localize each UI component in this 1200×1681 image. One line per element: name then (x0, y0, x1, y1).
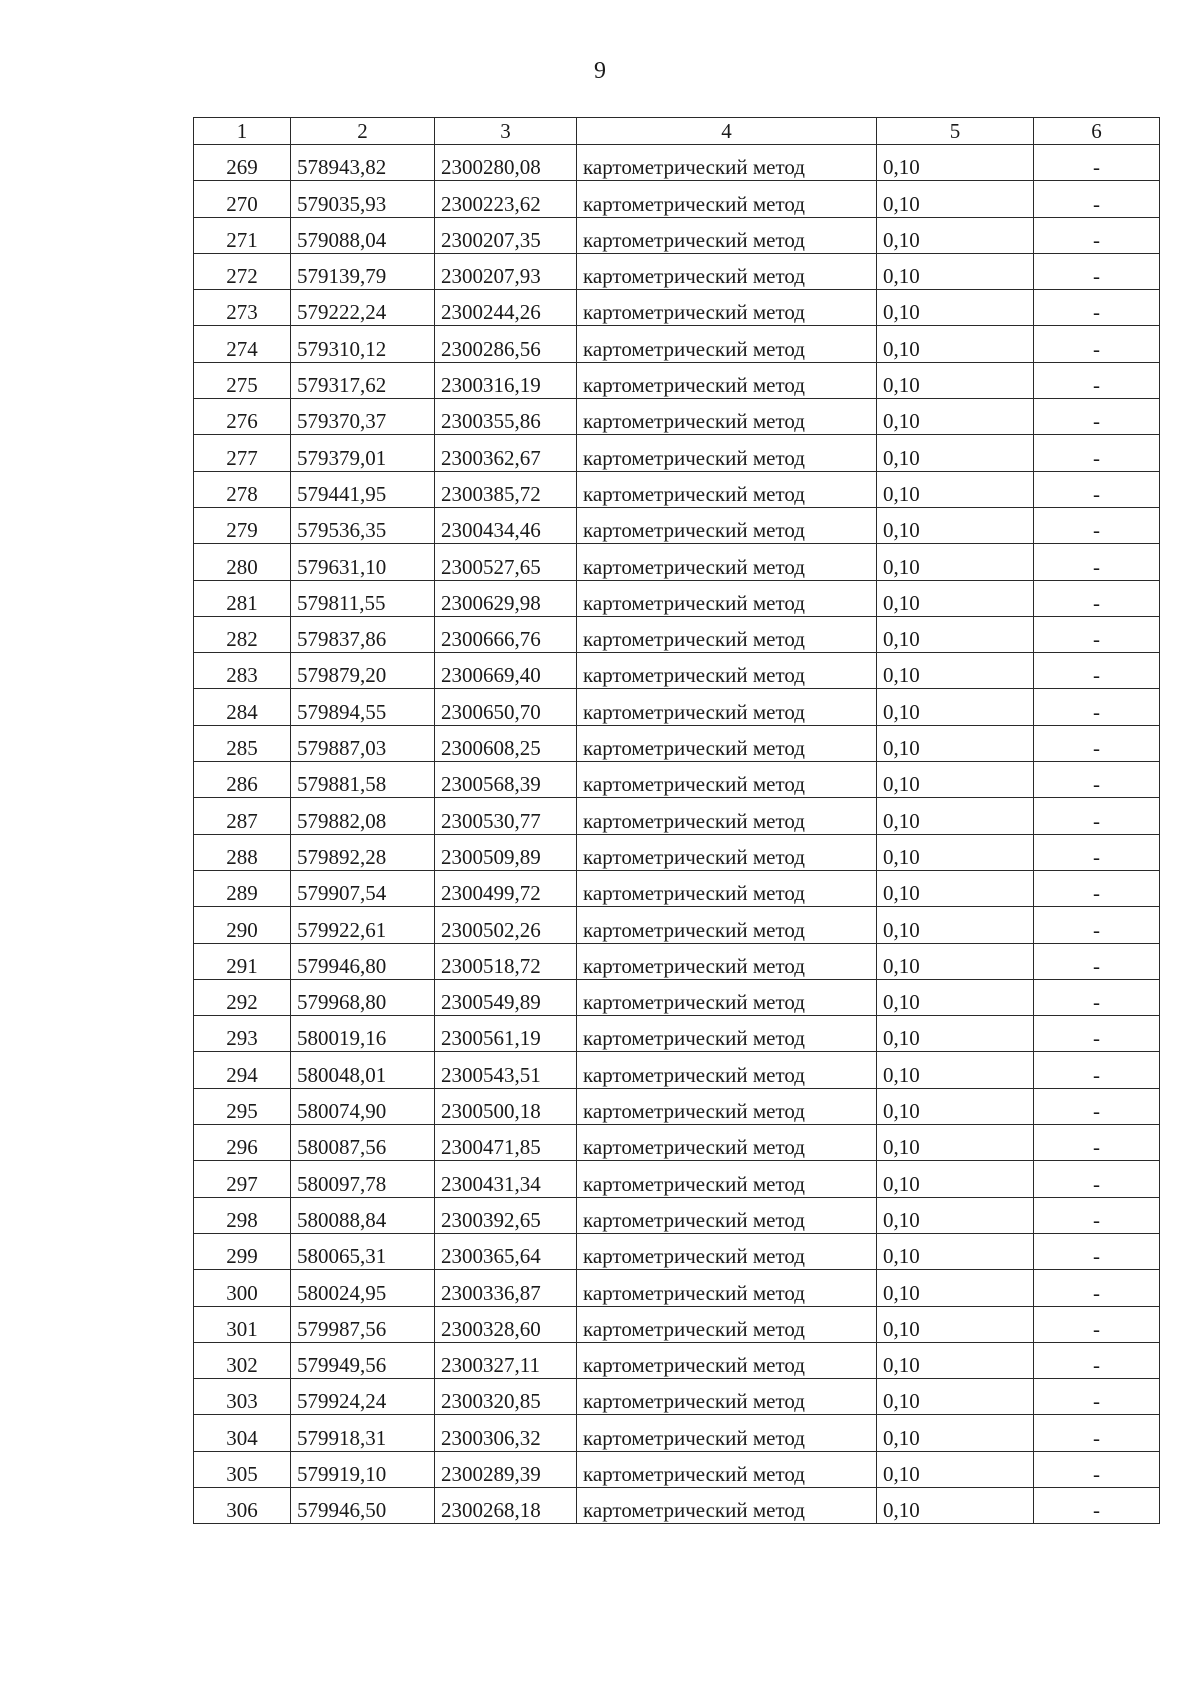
method-cell: картометрический метод (577, 616, 877, 652)
note-cell: - (1034, 1161, 1160, 1197)
x-coordinate-cell: 579088,04 (291, 217, 435, 253)
note-cell: - (1034, 1125, 1160, 1161)
x-coordinate-cell: 580087,56 (291, 1125, 435, 1161)
accuracy-cell: 0,10 (877, 616, 1034, 652)
point-number-cell: 280 (194, 544, 291, 580)
accuracy-cell: 0,10 (877, 907, 1034, 943)
point-number-cell: 299 (194, 1233, 291, 1269)
point-number-cell: 293 (194, 1016, 291, 1052)
table-row (194, 1052, 1160, 1088)
note-cell: - (1034, 181, 1160, 217)
point-number-cell: 292 (194, 979, 291, 1015)
table-row (194, 1197, 1160, 1233)
y-coordinate-cell: 2300207,93 (435, 253, 577, 289)
table-row (194, 1233, 1160, 1269)
point-number-cell: 275 (194, 362, 291, 398)
header-col-2: 2 (291, 118, 435, 145)
method-cell: картометрический метод (577, 326, 877, 362)
accuracy-cell: 0,10 (877, 798, 1034, 834)
table-row (194, 798, 1160, 834)
note-cell: - (1034, 1016, 1160, 1052)
point-number-cell: 306 (194, 1487, 291, 1523)
point-number-cell: 298 (194, 1197, 291, 1233)
table-row (194, 217, 1160, 253)
table-row (194, 1125, 1160, 1161)
y-coordinate-cell: 2300509,89 (435, 834, 577, 870)
accuracy-cell: 0,10 (877, 653, 1034, 689)
accuracy-cell: 0,10 (877, 1306, 1034, 1342)
table-row (194, 1342, 1160, 1378)
table-row (194, 1415, 1160, 1451)
note-cell: - (1034, 870, 1160, 906)
note-cell: - (1034, 689, 1160, 725)
x-coordinate-cell: 580065,31 (291, 1233, 435, 1269)
note-cell: - (1034, 653, 1160, 689)
x-coordinate-cell: 579310,12 (291, 326, 435, 362)
x-coordinate-cell: 579946,50 (291, 1487, 435, 1523)
x-coordinate-cell: 579949,56 (291, 1342, 435, 1378)
y-coordinate-cell: 2300362,67 (435, 435, 577, 471)
table-row (194, 689, 1160, 725)
y-coordinate-cell: 2300355,86 (435, 399, 577, 435)
note-cell: - (1034, 834, 1160, 870)
header-col-6: 6 (1034, 118, 1160, 145)
y-coordinate-cell: 2300280,08 (435, 145, 577, 181)
method-cell: картометрический метод (577, 1451, 877, 1487)
table-row (194, 943, 1160, 979)
x-coordinate-cell: 579631,10 (291, 544, 435, 580)
point-number-cell: 296 (194, 1125, 291, 1161)
x-coordinate-cell: 579222,24 (291, 290, 435, 326)
accuracy-cell: 0,10 (877, 1052, 1034, 1088)
accuracy-cell: 0,10 (877, 762, 1034, 798)
x-coordinate-cell: 579922,61 (291, 907, 435, 943)
y-coordinate-cell: 2300223,62 (435, 181, 577, 217)
y-coordinate-cell: 2300669,40 (435, 653, 577, 689)
table-body (194, 145, 1160, 1524)
accuracy-cell: 0,10 (877, 217, 1034, 253)
header-col-5: 5 (877, 118, 1034, 145)
accuracy-cell: 0,10 (877, 1161, 1034, 1197)
y-coordinate-cell: 2300502,26 (435, 907, 577, 943)
method-cell: картометрический метод (577, 435, 877, 471)
x-coordinate-cell: 580074,90 (291, 1088, 435, 1124)
header-row (194, 118, 1160, 145)
y-coordinate-cell: 2300666,76 (435, 616, 577, 652)
method-cell: картометрический метод (577, 907, 877, 943)
x-coordinate-cell: 579987,56 (291, 1306, 435, 1342)
point-number-cell: 287 (194, 798, 291, 834)
method-cell: картометрический метод (577, 1161, 877, 1197)
point-number-cell: 277 (194, 435, 291, 471)
x-coordinate-cell: 579837,86 (291, 616, 435, 652)
y-coordinate-cell: 2300629,98 (435, 580, 577, 616)
table-row (194, 362, 1160, 398)
accuracy-cell: 0,10 (877, 689, 1034, 725)
table-row (194, 834, 1160, 870)
y-coordinate-cell: 2300530,77 (435, 798, 577, 834)
note-cell: - (1034, 435, 1160, 471)
accuracy-cell: 0,10 (877, 544, 1034, 580)
note-cell: - (1034, 1379, 1160, 1415)
y-coordinate-cell: 2300365,64 (435, 1233, 577, 1269)
method-cell: картометрический метод (577, 1342, 877, 1378)
method-cell: картометрический метод (577, 544, 877, 580)
table-row (194, 326, 1160, 362)
table-row (194, 870, 1160, 906)
accuracy-cell: 0,10 (877, 1415, 1034, 1451)
y-coordinate-cell: 2300499,72 (435, 870, 577, 906)
point-number-cell: 282 (194, 616, 291, 652)
table-row (194, 616, 1160, 652)
y-coordinate-cell: 2300549,89 (435, 979, 577, 1015)
accuracy-cell: 0,10 (877, 1016, 1034, 1052)
accuracy-cell: 0,10 (877, 1379, 1034, 1415)
x-coordinate-cell: 578943,82 (291, 145, 435, 181)
note-cell: - (1034, 1306, 1160, 1342)
y-coordinate-cell: 2300286,56 (435, 326, 577, 362)
header-col-1: 1 (194, 118, 291, 145)
point-number-cell: 288 (194, 834, 291, 870)
page-number: 9 (594, 58, 606, 84)
point-number-cell: 300 (194, 1270, 291, 1306)
table-row (194, 507, 1160, 543)
x-coordinate-cell: 579370,37 (291, 399, 435, 435)
note-cell: - (1034, 1270, 1160, 1306)
method-cell: картометрический метод (577, 653, 877, 689)
accuracy-cell: 0,10 (877, 507, 1034, 543)
accuracy-cell: 0,10 (877, 362, 1034, 398)
accuracy-cell: 0,10 (877, 725, 1034, 761)
coordinates-table (193, 117, 1160, 1524)
table-row (194, 471, 1160, 507)
header-col-3: 3 (435, 118, 577, 145)
header-col-4: 4 (577, 118, 877, 145)
y-coordinate-cell: 2300650,70 (435, 689, 577, 725)
note-cell: - (1034, 217, 1160, 253)
point-number-cell: 291 (194, 943, 291, 979)
method-cell: картометрический метод (577, 979, 877, 1015)
table-row (194, 1016, 1160, 1052)
table-row (194, 253, 1160, 289)
table-row (194, 145, 1160, 181)
x-coordinate-cell: 579441,95 (291, 471, 435, 507)
x-coordinate-cell: 579924,24 (291, 1379, 435, 1415)
note-cell: - (1034, 253, 1160, 289)
point-number-cell: 283 (194, 653, 291, 689)
method-cell: картометрический метод (577, 290, 877, 326)
note-cell: - (1034, 145, 1160, 181)
note-cell: - (1034, 943, 1160, 979)
method-cell: картометрический метод (577, 362, 877, 398)
x-coordinate-cell: 579536,35 (291, 507, 435, 543)
note-cell: - (1034, 1197, 1160, 1233)
x-coordinate-cell: 579894,55 (291, 689, 435, 725)
table-header (194, 118, 1160, 145)
table-row (194, 1487, 1160, 1523)
note-cell: - (1034, 544, 1160, 580)
note-cell: - (1034, 979, 1160, 1015)
method-cell: картометрический метод (577, 689, 877, 725)
y-coordinate-cell: 2300244,26 (435, 290, 577, 326)
note-cell: - (1034, 1451, 1160, 1487)
point-number-cell: 276 (194, 399, 291, 435)
note-cell: - (1034, 507, 1160, 543)
accuracy-cell: 0,10 (877, 145, 1034, 181)
note-cell: - (1034, 907, 1160, 943)
x-coordinate-cell: 580024,95 (291, 1270, 435, 1306)
point-number-cell: 270 (194, 181, 291, 217)
method-cell: картометрический метод (577, 943, 877, 979)
table-row (194, 653, 1160, 689)
point-number-cell: 301 (194, 1306, 291, 1342)
method-cell: картометрический метод (577, 181, 877, 217)
table-row (194, 725, 1160, 761)
y-coordinate-cell: 2300207,35 (435, 217, 577, 253)
x-coordinate-cell: 579892,28 (291, 834, 435, 870)
method-cell: картометрический метод (577, 1197, 877, 1233)
method-cell: картометрический метод (577, 1415, 877, 1451)
table-row (194, 1451, 1160, 1487)
method-cell: картометрический метод (577, 1270, 877, 1306)
method-cell: картометрический метод (577, 1306, 877, 1342)
x-coordinate-cell: 579879,20 (291, 653, 435, 689)
point-number-cell: 285 (194, 725, 291, 761)
x-coordinate-cell: 579882,08 (291, 798, 435, 834)
y-coordinate-cell: 2300320,85 (435, 1379, 577, 1415)
x-coordinate-cell: 579946,80 (291, 943, 435, 979)
accuracy-cell: 0,10 (877, 870, 1034, 906)
x-coordinate-cell: 580088,84 (291, 1197, 435, 1233)
x-coordinate-cell: 579881,58 (291, 762, 435, 798)
x-coordinate-cell: 579968,80 (291, 979, 435, 1015)
note-cell: - (1034, 1233, 1160, 1269)
table-row (194, 1379, 1160, 1415)
method-cell: картометрический метод (577, 1052, 877, 1088)
method-cell: картометрический метод (577, 580, 877, 616)
x-coordinate-cell: 579811,55 (291, 580, 435, 616)
x-coordinate-cell: 580019,16 (291, 1016, 435, 1052)
table-row (194, 1306, 1160, 1342)
method-cell: картометрический метод (577, 399, 877, 435)
y-coordinate-cell: 2300543,51 (435, 1052, 577, 1088)
point-number-cell: 302 (194, 1342, 291, 1378)
method-cell: картометрический метод (577, 1125, 877, 1161)
y-coordinate-cell: 2300568,39 (435, 762, 577, 798)
accuracy-cell: 0,10 (877, 181, 1034, 217)
note-cell: - (1034, 1342, 1160, 1378)
table-row (194, 181, 1160, 217)
y-coordinate-cell: 2300500,18 (435, 1088, 577, 1124)
accuracy-cell: 0,10 (877, 1270, 1034, 1306)
y-coordinate-cell: 2300336,87 (435, 1270, 577, 1306)
note-cell: - (1034, 616, 1160, 652)
table-row (194, 435, 1160, 471)
point-number-cell: 303 (194, 1379, 291, 1415)
point-number-cell: 286 (194, 762, 291, 798)
point-number-cell: 271 (194, 217, 291, 253)
accuracy-cell: 0,10 (877, 1487, 1034, 1523)
accuracy-cell: 0,10 (877, 1088, 1034, 1124)
y-coordinate-cell: 2300561,19 (435, 1016, 577, 1052)
y-coordinate-cell: 2300392,65 (435, 1197, 577, 1233)
point-number-cell: 284 (194, 689, 291, 725)
table-row (194, 907, 1160, 943)
accuracy-cell: 0,10 (877, 326, 1034, 362)
accuracy-cell: 0,10 (877, 834, 1034, 870)
accuracy-cell: 0,10 (877, 943, 1034, 979)
x-coordinate-cell: 579317,62 (291, 362, 435, 398)
x-coordinate-cell: 579379,01 (291, 435, 435, 471)
note-cell: - (1034, 762, 1160, 798)
x-coordinate-cell: 579919,10 (291, 1451, 435, 1487)
y-coordinate-cell: 2300431,34 (435, 1161, 577, 1197)
table-row (194, 762, 1160, 798)
accuracy-cell: 0,10 (877, 399, 1034, 435)
method-cell: картометрический метод (577, 870, 877, 906)
point-number-cell: 289 (194, 870, 291, 906)
y-coordinate-cell: 2300327,11 (435, 1342, 577, 1378)
accuracy-cell: 0,10 (877, 1197, 1034, 1233)
x-coordinate-cell: 579907,54 (291, 870, 435, 906)
x-coordinate-cell: 580048,01 (291, 1052, 435, 1088)
note-cell: - (1034, 326, 1160, 362)
method-cell: картометрический метод (577, 1233, 877, 1269)
table-row (194, 1088, 1160, 1124)
note-cell: - (1034, 1052, 1160, 1088)
method-cell: картометрический метод (577, 762, 877, 798)
note-cell: - (1034, 798, 1160, 834)
note-cell: - (1034, 1487, 1160, 1523)
table-row (194, 290, 1160, 326)
note-cell: - (1034, 725, 1160, 761)
y-coordinate-cell: 2300471,85 (435, 1125, 577, 1161)
point-number-cell: 281 (194, 580, 291, 616)
table-row (194, 1161, 1160, 1197)
accuracy-cell: 0,10 (877, 290, 1034, 326)
point-number-cell: 304 (194, 1415, 291, 1451)
method-cell: картометрический метод (577, 1088, 877, 1124)
table-row (194, 1270, 1160, 1306)
method-cell: картометрический метод (577, 253, 877, 289)
x-coordinate-cell: 579139,79 (291, 253, 435, 289)
method-cell: картометрический метод (577, 834, 877, 870)
method-cell: картометрический метод (577, 1016, 877, 1052)
method-cell: картометрический метод (577, 725, 877, 761)
accuracy-cell: 0,10 (877, 580, 1034, 616)
method-cell: картометрический метод (577, 145, 877, 181)
point-number-cell: 279 (194, 507, 291, 543)
accuracy-cell: 0,10 (877, 1125, 1034, 1161)
y-coordinate-cell: 2300328,60 (435, 1306, 577, 1342)
y-coordinate-cell: 2300385,72 (435, 471, 577, 507)
method-cell: картометрический метод (577, 217, 877, 253)
point-number-cell: 273 (194, 290, 291, 326)
accuracy-cell: 0,10 (877, 1233, 1034, 1269)
table-row (194, 544, 1160, 580)
y-coordinate-cell: 2300518,72 (435, 943, 577, 979)
y-coordinate-cell: 2300316,19 (435, 362, 577, 398)
table-row (194, 979, 1160, 1015)
x-coordinate-cell: 579035,93 (291, 181, 435, 217)
y-coordinate-cell: 2300306,32 (435, 1415, 577, 1451)
accuracy-cell: 0,10 (877, 1451, 1034, 1487)
accuracy-cell: 0,10 (877, 979, 1034, 1015)
x-coordinate-cell: 580097,78 (291, 1161, 435, 1197)
note-cell: - (1034, 290, 1160, 326)
point-number-cell: 274 (194, 326, 291, 362)
method-cell: картометрический метод (577, 1379, 877, 1415)
note-cell: - (1034, 1088, 1160, 1124)
method-cell: картометрический метод (577, 1487, 877, 1523)
note-cell: - (1034, 362, 1160, 398)
note-cell: - (1034, 1415, 1160, 1451)
y-coordinate-cell: 2300608,25 (435, 725, 577, 761)
point-number-cell: 297 (194, 1161, 291, 1197)
point-number-cell: 305 (194, 1451, 291, 1487)
point-number-cell: 269 (194, 145, 291, 181)
y-coordinate-cell: 2300434,46 (435, 507, 577, 543)
y-coordinate-cell: 2300268,18 (435, 1487, 577, 1523)
table-row (194, 399, 1160, 435)
note-cell: - (1034, 471, 1160, 507)
point-number-cell: 294 (194, 1052, 291, 1088)
y-coordinate-cell: 2300289,39 (435, 1451, 577, 1487)
note-cell: - (1034, 399, 1160, 435)
method-cell: картометрический метод (577, 471, 877, 507)
x-coordinate-cell: 579918,31 (291, 1415, 435, 1451)
point-number-cell: 278 (194, 471, 291, 507)
point-number-cell: 290 (194, 907, 291, 943)
table-row (194, 580, 1160, 616)
method-cell: картометрический метод (577, 507, 877, 543)
accuracy-cell: 0,10 (877, 1342, 1034, 1378)
point-number-cell: 272 (194, 253, 291, 289)
method-cell: картометрический метод (577, 798, 877, 834)
accuracy-cell: 0,10 (877, 471, 1034, 507)
x-coordinate-cell: 579887,03 (291, 725, 435, 761)
point-number-cell: 295 (194, 1088, 291, 1124)
accuracy-cell: 0,10 (877, 435, 1034, 471)
y-coordinate-cell: 2300527,65 (435, 544, 577, 580)
accuracy-cell: 0,10 (877, 253, 1034, 289)
note-cell: - (1034, 580, 1160, 616)
